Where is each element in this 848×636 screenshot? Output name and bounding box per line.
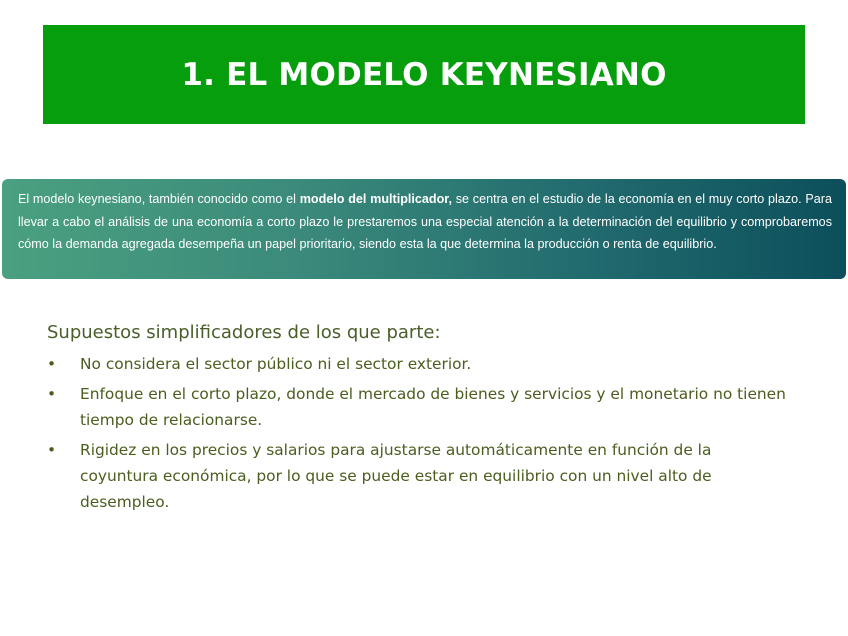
list-item-text: Rigidez en los precios y salarios para ajustarse automáticamente en función de la coyuntura económica, por lo que se puede estar en equilibrio con un nivel alto de desempleo. xyxy=(80,441,712,511)
list-item xyxy=(47,351,792,377)
intro-bold-term: modelo del multiplicador, xyxy=(299,192,453,206)
intro-text-end: se centra en el estudio de la economía en el muy corto plazo. Para llevar a cabo el análisis de una economía a corto plazo le prestaremos una especial atención a la determinación del equilibrio y comprobaremos cómo la demanda agregada desempeña un papel prioritario, siendo esta la que determina la producción o renta de equilibrio. xyxy=(18,192,832,251)
intro-box xyxy=(2,179,846,279)
assumptions-section xyxy=(47,322,792,519)
bullet-icon: • xyxy=(47,441,57,459)
list-item xyxy=(47,381,792,433)
list-item-text: Enfoque en el corto plazo, donde el mercado de bienes y servicios y el monetario no tienen tiempo de relacionarse. xyxy=(80,385,786,429)
list-item-text: No considera el sector público ni el sector exterior. xyxy=(80,355,472,373)
list-item xyxy=(47,437,792,515)
title-banner xyxy=(43,25,805,124)
assumptions-list xyxy=(47,351,792,515)
slide-title: 1. EL MODELO KEYNESIANO xyxy=(181,56,667,93)
bullet-icon: • xyxy=(47,355,57,373)
assumptions-heading: Supuestos simplificadores de los que parte: xyxy=(47,322,441,343)
bullet-icon: • xyxy=(47,385,57,403)
intro-text-start: El modelo keynesiano, también conocido como el xyxy=(18,192,300,206)
intro-paragraph xyxy=(18,188,832,256)
